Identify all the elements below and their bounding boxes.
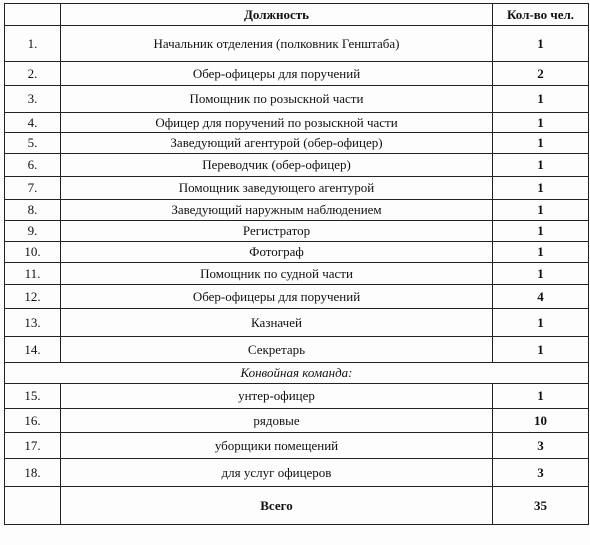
row-number: 15. <box>5 384 61 409</box>
section-row <box>5 363 589 384</box>
table-row <box>5 242 589 263</box>
header-position: Должность <box>61 4 493 26</box>
row-position: Казначей <box>61 309 493 337</box>
row-number: 17. <box>5 433 61 459</box>
row-count: 2 <box>493 62 589 86</box>
row-count: 1 <box>493 263 589 285</box>
row-count: 1 <box>493 200 589 221</box>
row-count: 1 <box>493 309 589 337</box>
header-count: Кол-во чел. <box>493 4 589 26</box>
table-row <box>5 459 589 487</box>
table-row <box>5 62 589 86</box>
row-count: 1 <box>493 384 589 409</box>
row-count: 4 <box>493 285 589 309</box>
table-row <box>5 200 589 221</box>
row-number: 18. <box>5 459 61 487</box>
row-position: уборщики помещений <box>61 433 493 459</box>
row-count: 3 <box>493 459 589 487</box>
row-position: Фотограф <box>61 242 493 263</box>
header-number <box>5 4 61 26</box>
row-count: 1 <box>493 154 589 177</box>
total-label: Всего <box>61 487 493 525</box>
table-row <box>5 433 589 459</box>
table-row <box>5 384 589 409</box>
row-count: 1 <box>493 133 589 154</box>
table-row <box>5 263 589 285</box>
row-number: 8. <box>5 200 61 221</box>
table-row <box>5 26 589 62</box>
row-count: 1 <box>493 26 589 62</box>
row-position: Начальник отделения (полковник Генштаба) <box>61 26 493 62</box>
row-count: 1 <box>493 113 589 133</box>
row-count: 10 <box>493 409 589 433</box>
row-position: Помощник по судной части <box>61 263 493 285</box>
row-position: рядовые <box>61 409 493 433</box>
row-position: Секретарь <box>61 337 493 363</box>
row-position: Офицер для поручений по розыскной части <box>61 113 493 133</box>
section-title: Конвойная команда: <box>5 363 589 384</box>
row-position: Заведующий агентурой (обер-офицер) <box>61 133 493 154</box>
row-number: 16. <box>5 409 61 433</box>
table-header-row <box>5 4 589 26</box>
table-row <box>5 86 589 113</box>
row-count: 1 <box>493 242 589 263</box>
row-number: 7. <box>5 177 61 200</box>
table-row <box>5 113 589 133</box>
total-count: 35 <box>493 487 589 525</box>
row-number: 9. <box>5 221 61 242</box>
table-row <box>5 177 589 200</box>
table-row <box>5 285 589 309</box>
total-number <box>5 487 61 525</box>
table-row <box>5 309 589 337</box>
row-count: 1 <box>493 337 589 363</box>
row-number: 14. <box>5 337 61 363</box>
row-number: 13. <box>5 309 61 337</box>
staff-table <box>4 3 589 525</box>
row-number: 11. <box>5 263 61 285</box>
table-row <box>5 221 589 242</box>
row-number: 4. <box>5 113 61 133</box>
row-number: 2. <box>5 62 61 86</box>
total-row <box>5 487 589 525</box>
table-row <box>5 154 589 177</box>
row-position: Обер-офицеры для поручений <box>61 62 493 86</box>
row-position: для услуг офицеров <box>61 459 493 487</box>
row-position: Заведующий наружным наблюдением <box>61 200 493 221</box>
row-position: Помощник по розыскной части <box>61 86 493 113</box>
row-position: унтер-офицер <box>61 384 493 409</box>
table-row <box>5 409 589 433</box>
row-position: Помощник заведующего агентурой <box>61 177 493 200</box>
table-row <box>5 337 589 363</box>
row-position: Регистратор <box>61 221 493 242</box>
row-number: 12. <box>5 285 61 309</box>
row-count: 1 <box>493 86 589 113</box>
row-count: 1 <box>493 177 589 200</box>
row-position: Обер-офицеры для поручений <box>61 285 493 309</box>
row-count: 1 <box>493 221 589 242</box>
row-number: 6. <box>5 154 61 177</box>
row-number: 5. <box>5 133 61 154</box>
table-row <box>5 133 589 154</box>
row-number: 3. <box>5 86 61 113</box>
row-number: 10. <box>5 242 61 263</box>
row-number: 1. <box>5 26 61 62</box>
row-count: 3 <box>493 433 589 459</box>
row-position: Переводчик (обер-офицер) <box>61 154 493 177</box>
